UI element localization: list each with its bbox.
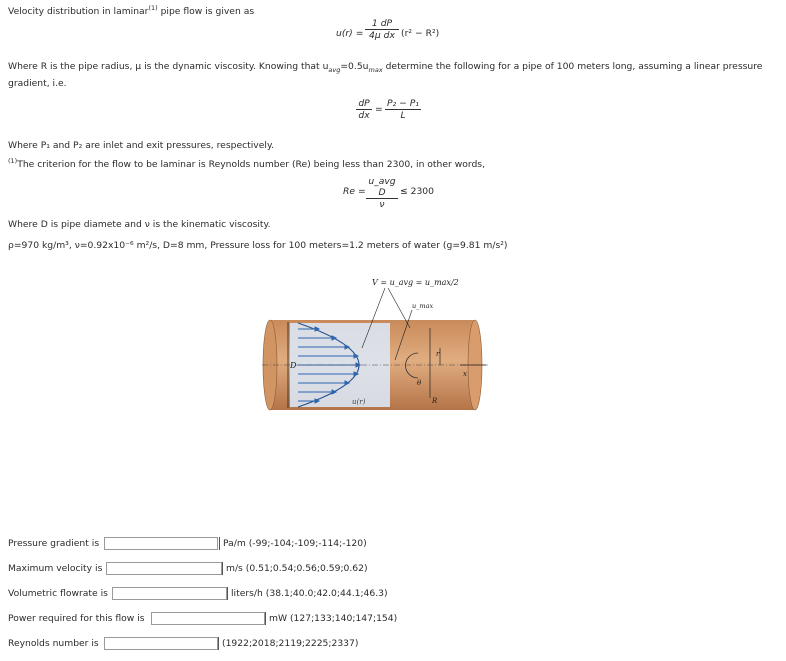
volumetric-flowrate-input[interactable] (112, 587, 227, 600)
where-sub-max: max (368, 65, 383, 74)
power-required-unit: mW (127;133;140;147;154) (265, 612, 397, 625)
eq3-fraction (366, 176, 398, 210)
eq1-rhs: (r² − R²) (401, 28, 440, 39)
eq1-numerator: 1 dP (371, 18, 393, 29)
criterion-footnote: (1) (8, 157, 18, 165)
reynolds-number-label: Reynolds number is (8, 638, 99, 649)
eq2-left-num: dP (358, 98, 370, 109)
intro-text (8, 4, 254, 17)
average-velocity-label: V = u_avg = u_max/2 (372, 278, 459, 287)
where-line-a: Where R is the pipe radius, μ is the dynamic viscosity. Knowing that u (8, 61, 329, 72)
eq2-left-den: dx (358, 110, 370, 121)
volumetric-flowrate-unit: liters/h (38.1;40.0;42.0;44.1;46.3) (227, 587, 388, 600)
r-label: r (436, 350, 440, 358)
footnote-marker: (1) (148, 4, 158, 12)
pressure-gradient-label: Pressure gradient is (8, 538, 100, 549)
pressures-text: Where P₁ and P₂ are inlet and exit pressures, respectively. (8, 140, 274, 151)
diameter-text: Where D is pipe diamete and ν is the kinematic viscosity. (8, 219, 271, 230)
eq1-denominator: 4μ dx (369, 30, 395, 41)
pressure-gradient-input[interactable] (104, 537, 218, 550)
eq3-lhs: Re = (343, 186, 366, 197)
criterion-line: The criterion for the flow to be laminar is Reynolds number (Re) being less than 2300, in other words, (17, 159, 485, 171)
eq2-left-fraction (356, 98, 372, 121)
volumetric-flowrate-label: Volumetric flowrate is (8, 588, 108, 599)
x-label: x (463, 370, 467, 378)
maximum-velocity-input[interactable] (106, 562, 222, 575)
diameter-label: D (290, 361, 297, 370)
maximum-velocity-unit: m/s (0.51;0.54;0.56;0.59;0.62) (222, 562, 368, 575)
eq1-fraction (365, 18, 399, 41)
parameters-text: ρ=970 kg/m³, ν=0.92x10⁻⁶ m²/s, D=8 mm, Pressure loss for 100 meters=1.2 meters of water (g=9.81 m/s²) (8, 240, 508, 251)
where-radius-text (8, 61, 762, 74)
R-label: R (432, 397, 438, 405)
eq2-equals: = (375, 104, 383, 115)
criterion-text (8, 157, 485, 170)
eq2-right-num: P₂ − P₁ (387, 98, 419, 109)
maximum-velocity-label: Maximum velocity is (8, 563, 103, 574)
intro-tail: pipe flow is given as (160, 6, 255, 18)
where-line-mid: =0.5u (340, 61, 369, 72)
pipe-flow-figure (260, 268, 490, 418)
eq3-rhs: ≤ 2300 (400, 186, 435, 197)
where-line-tail: determine the following for a pipe of 100 meters long, assuming a linear pressure (382, 61, 763, 72)
ur-label: u(r) (352, 398, 366, 406)
gradient-ie-text: gradient, i.e. (8, 78, 67, 89)
where-sub-avg: avg (328, 65, 341, 74)
eq2-right-fraction (385, 98, 421, 121)
eq2-right-den: L (400, 110, 406, 121)
reynolds-number-input[interactable] (104, 637, 218, 650)
power-required-input[interactable] (151, 612, 265, 625)
eq1-lhs: u(r) = (336, 28, 364, 39)
intro-lead: Velocity distribution in laminar (8, 6, 149, 18)
eq3-num: u_avg D (368, 176, 396, 198)
theta-label: θ (417, 379, 422, 387)
reynolds-number-unit: (1922;2018;2119;2225;2337) (218, 637, 358, 650)
pressure-gradient-unit: Pa/m (-99;-104;-109;-114;-120) (219, 537, 367, 550)
umax-label: u_max (412, 302, 434, 310)
power-required-label: Power required for this flow is (8, 613, 145, 624)
eq3-den: ν (379, 199, 385, 210)
